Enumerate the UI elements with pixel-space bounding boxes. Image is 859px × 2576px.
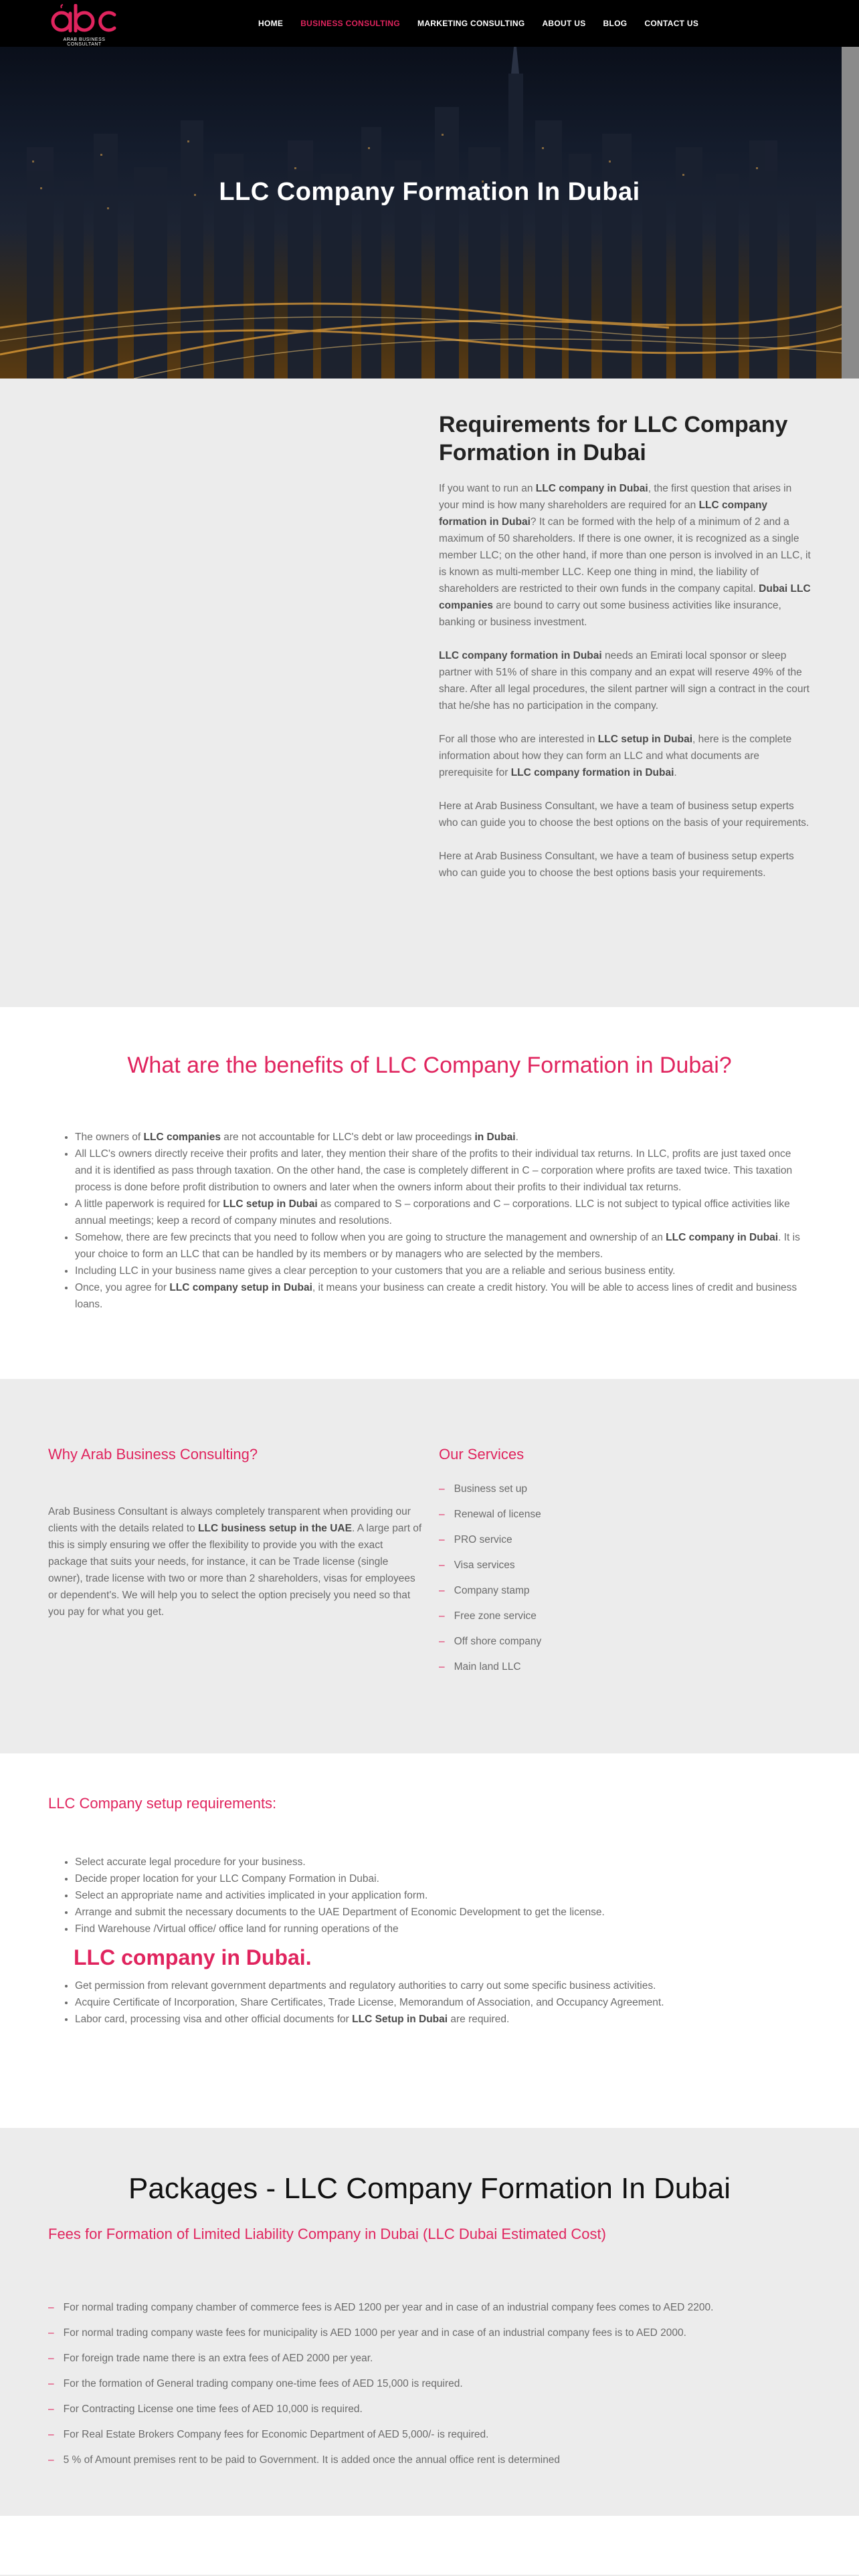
site-logo[interactable]	[47, 4, 122, 47]
service-item[interactable]: – Business set up	[439, 1483, 528, 1495]
list-item: – For foreign trade name there is an extra fees of AED 2000 per year.	[48, 2353, 373, 2364]
nav-contact-us[interactable]: CONTACT US	[644, 19, 699, 28]
service-item[interactable]: – Free zone service	[439, 1610, 537, 1622]
scrollbar[interactable]	[842, 47, 859, 379]
dash-icon: –	[48, 2378, 54, 2389]
why-services-section	[0, 1379, 859, 1753]
dash-icon: –	[48, 2454, 54, 2466]
list-item: • Select accurate legal procedure for your business.	[75, 1854, 804, 1870]
packages-title: Packages - LLC Company Formation In Dubai	[128, 2172, 731, 2205]
list-item: • Somehow, there are few precincts that you need to follow when you are going to structure the management and ownership of an LLC company in Dubai. It is your choice to form an LLC that can be handled by its members or by managers who are selected by the members.	[75, 1229, 804, 1263]
top-navbar	[0, 0, 859, 47]
why-paragraph: Arab Business Consultant is always completely transparent when providing our clients with the details related to LLC business setup in the UAE. A large part of this is simply ensuring we offer the flexibility to provide you with the exact package that suits your needs, for instance, it can be Trade license (single owner), trade license with two or more than 2 shareholders, visas for employees or dependent's. We will help you to select the option precisely you need so that you pay for what you get.	[48, 1506, 422, 1618]
list-item: • A little paperwork is required for LLC setup in Dubai as compared to S – corporations and C – corporations. LLC is not subject to typical office activities like annual meetings; keep a record of company minutes and resolutions.	[75, 1196, 804, 1229]
services-column	[439, 1446, 814, 1684]
packages-section	[0, 2128, 859, 2516]
dash-icon: –	[439, 1560, 445, 1571]
nav-blog[interactable]: BLOG	[603, 19, 628, 28]
hero-banner	[0, 47, 859, 379]
service-item[interactable]: – Off shore company	[439, 1636, 542, 1647]
footer-spacer	[0, 2516, 859, 2575]
dash-icon: –	[439, 1483, 445, 1495]
dash-icon: –	[439, 1509, 445, 1520]
list-item: – For Contracting License one time fees of AED 10,000 is required.	[48, 2403, 363, 2415]
nav-business-consulting[interactable]: BUSINESS CONSULTING	[300, 19, 401, 28]
benefits-list	[75, 1129, 804, 1313]
setup-requirements-section	[0, 1753, 859, 2128]
setup-highlight: LLC company in Dubai.	[74, 1945, 312, 1969]
list-item: • Arrange and submit the necessary documents to the UAE Department of Economic Development to get the license.	[75, 1904, 804, 1921]
list-item: • Select an appropriate name and activities implicated in your application form.	[75, 1887, 804, 1904]
dash-icon: –	[439, 1585, 445, 1596]
dash-icon: –	[439, 1610, 445, 1622]
requirements-paragraph-5: Here at Arab Business Consultant, we have a team of business setup experts who can guide you to choose the best options basis your requirements.	[439, 851, 794, 879]
why-column	[48, 1446, 423, 1620]
service-item[interactable]: – Company stamp	[439, 1585, 530, 1596]
service-item[interactable]: – Renewal of license	[439, 1509, 541, 1520]
why-title: Why Arab Business Consulting?	[48, 1446, 258, 1463]
dash-icon: –	[48, 2403, 54, 2415]
dash-icon: –	[48, 2353, 54, 2364]
nav-home[interactable]: HOME	[258, 19, 284, 28]
nav-marketing-consulting[interactable]: MARKETING CONSULTING	[417, 19, 525, 28]
services-list	[439, 1481, 814, 1684]
list-item: – For normal trading company waste fees for municipality is AED 1000 per year and in case of an industrial company fees is to AED 2000.	[48, 2327, 686, 2339]
list-item: • Find Warehouse /Virtual office/ office land for running operations of the	[75, 1921, 804, 1937]
list-item: • Once, you agree for LLC company setup in Dubai, it means your business can create a credit history. You will be able to access lines of credit and business loans.	[75, 1279, 804, 1313]
service-item[interactable]: – Main land LLC	[439, 1661, 521, 1673]
list-item: – For Real Estate Brokers Company fees for Economic Department of AED 5,000/- is required.	[48, 2429, 489, 2440]
dash-icon: –	[439, 1661, 445, 1673]
requirements-paragraph-2: LLC company formation in Dubai needs an Emirati local sponsor or sleep partner with 51% of share in this company and an expat will reserve 49% of the share. After all legal procedures, the silent partner will sign a contract in the court that he/she has no participation in the company.	[439, 650, 809, 712]
list-item: – 5 % of Amount premises rent to be paid to Government. It is added once the annual office rent is determined	[48, 2454, 561, 2466]
dash-icon: –	[439, 1534, 445, 1545]
dash-icon: –	[439, 1636, 445, 1647]
packages-list	[48, 2299, 811, 2477]
list-item: • Acquire Certificate of Incorporation, Share Certificates, Trade License, Memorandum of Association, and Occupancy Agreement.	[75, 1994, 804, 2011]
requirements-paragraph-3: For all those who are interested in LLC setup in Dubai, here is the complete information about how they can form an LLC and what documents are prerequisite for LLC company formation in Dubai.	[439, 734, 792, 778]
benefits-title: What are the benefits of LLC Company Formation in Dubai?	[127, 1053, 732, 1078]
list-item: – For the formation of General trading company one-time fees of AED 15,000 is required.	[48, 2378, 463, 2389]
service-item[interactable]: – PRO service	[439, 1534, 512, 1545]
requirements-paragraph-1: If you want to run an LLC company in Dubai, the first question that arises in your mind is how many shareholders are required for an LLC company formation in Dubai? It can be formed with the help of a minimum of 2 and a maximum of 50 shareholders. If there is one owner, it is recognized as a single member LLC; on the other hand, if more than one person is involved in an LLC, it is known as multi-member LLC. Keep one thing in mind, the liability of shareholders are restricted to their own funds in the company capital. Dubai LLC companies are bound to carry out some business activities like insurance, banking or business investment.	[439, 483, 811, 628]
city-skyline-image	[0, 47, 859, 379]
dash-icon: –	[48, 2327, 54, 2339]
hero-title: LLC Company Formation In Dubai	[219, 178, 640, 206]
logo-tagline: ARAB BUSINESS CONSULTANT	[63, 37, 106, 47]
list-item: • All LLC's owners directly receive their profits and later, they mention their share of the profits to their individual tax returns. In LLC, profits are just taxed once and it is identified as pass through taxation. On the other hand, the case is completely different in C – corporation where profits are taxed twice. This taxation process is done before profit distribution to owners and later when the owners inform about their profits to their individual tax returns.	[75, 1146, 804, 1196]
dash-icon: –	[48, 2302, 54, 2313]
setup-list	[75, 1854, 804, 2028]
requirements-paragraph-4: Here at Arab Business Consultant, we have a team of business setup experts who can guide you to choose the best options on the basis of your requirements.	[439, 800, 809, 829]
main-menu	[258, 0, 716, 47]
list-item: • The owners of LLC companies are not accountable for LLC's debt or law proceedings in Dubai.	[75, 1129, 804, 1146]
setup-title: LLC Company setup requirements:	[48, 1795, 277, 1812]
requirements-section	[0, 379, 859, 1007]
requirements-content	[439, 411, 814, 898]
list-item: • Including LLC in your business name gives a clear perception to your customers that you are a reliable and serious business entity.	[75, 1263, 804, 1279]
list-item: • Labor card, processing visa and other official documents for LLC Setup in Dubai are required.	[75, 2011, 804, 2028]
list-item: • Decide proper location for your LLC Company Formation in Dubai.	[75, 1870, 804, 1887]
list-item: – For normal trading company chamber of commerce fees is AED 1200 per year and in case of an industrial company fees comes to AED 2200.	[48, 2302, 714, 2313]
requirements-title: Requirements for LLC Company Formation in Dubai	[439, 412, 788, 465]
list-item: • Get permission from relevant government departments and regulatory authorities to carry out some specific business activities.	[75, 1977, 804, 1994]
dash-icon: –	[48, 2429, 54, 2440]
nav-about-us[interactable]: ABOUT US	[542, 19, 586, 28]
packages-subtitle: Fees for Formation of Limited Liability Company in Dubai (LLC Dubai Estimated Cost)	[48, 2226, 606, 2242]
service-item[interactable]: – Visa services	[439, 1560, 515, 1571]
services-title: Our Services	[439, 1446, 524, 1463]
logo-mark-icon	[47, 4, 122, 33]
benefits-section	[0, 1007, 859, 1379]
